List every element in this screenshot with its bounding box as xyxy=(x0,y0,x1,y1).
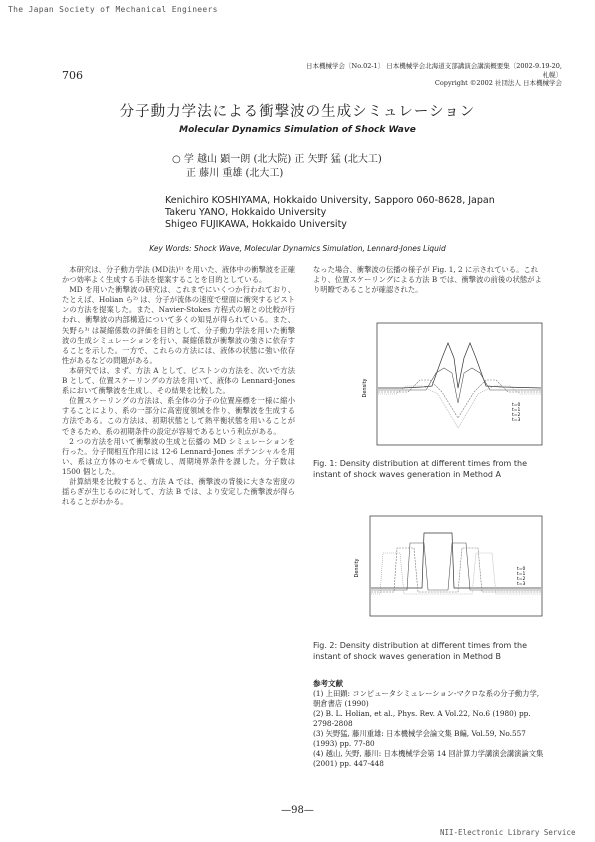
figure-1 xyxy=(362,318,547,458)
meeting-info xyxy=(300,62,562,88)
legend xyxy=(512,402,521,423)
title-japanese: 分子動力学法による衝撃波の生成シミュレーション xyxy=(119,104,476,120)
series-line xyxy=(371,533,541,588)
meeting-line-2: Copyright ©2002 社団法人 日本機械学会 xyxy=(434,79,562,87)
legend-label: t=2 xyxy=(517,577,526,582)
meeting-line-1: 日本機械学会〔No.02-1〕 日本機械学会北海道支部講演会講演概要集〔2002-9.19-20, 札幌〕 xyxy=(306,62,562,79)
legend-label: t=2 xyxy=(512,413,521,418)
figure-2-plot xyxy=(352,508,547,628)
figure-2 xyxy=(352,508,547,628)
paragraph: なった場合、衝撃波の伝播の様子が Fig. 1, 2 に示されている。これより、位置スケーリングによる方法 B では、衝撃波の前後の状態がより明瞭であることが確認された。 xyxy=(313,265,542,295)
reference-item: (1) 上田顕: コンピュータシミュレーション-マクロな系の分子動力学, 朝倉書店 (1990) xyxy=(313,689,540,708)
body-left-column xyxy=(62,265,295,507)
title-english: Molecular Dynamics Simulation of Shock Wave xyxy=(179,125,416,135)
figure-1-plot xyxy=(362,318,547,458)
series-line xyxy=(371,543,541,590)
figure-1-caption: Fig. 1: Density distribution at different times from the instant of shock waves generation in Method A xyxy=(313,459,527,479)
authors-line-1: ○ 学 越山 顕一朗 (北大院) 正 矢野 猛 (北大工) xyxy=(172,154,382,165)
authors-line-2: 正 藤川 重雄 (北大工) xyxy=(186,168,284,179)
affiliation-1: Kenichiro KOSHIYAMA, Hokkaido University, Sapporo 060-8628, Japan xyxy=(165,195,495,206)
legend-label: t=3 xyxy=(512,418,521,423)
page-number: 706 xyxy=(62,69,83,82)
legend-label: t=0 xyxy=(517,567,526,572)
reference-item: (4) 越山, 矢野, 藤川: 日本機械学会第 14 回計算力学講演会講演論文集 (2001) pp. 447-448 xyxy=(313,749,544,768)
reference-item: (2) B. L. Holian, et al., Phys. Rev. A Vol.22, No.6 (1980) pp. 2798-2808 xyxy=(313,709,531,728)
authors-japanese xyxy=(172,153,382,181)
figure-2-caption: Fig. 2: Density distribution at different times from the instant of shock waves generation in Method B xyxy=(313,641,527,661)
references xyxy=(313,678,545,769)
keywords: Key Words: Shock Wave, Molecular Dynamics Simulation, Lennard-Jones Liquid xyxy=(149,244,446,253)
paragraph: 本研究は、分子動力学法 (MD法)¹⁾ を用いた、液体中の衝撃波を正確かつ効率よく生成する手法を提案することを目的としている。 xyxy=(62,265,295,285)
y-axis-label: Density xyxy=(362,378,368,398)
affiliation-3: Shigeo FUJIKAWA, Hokkaido University xyxy=(165,219,347,230)
body-right-column xyxy=(313,265,543,295)
page-footer: —98— xyxy=(281,805,314,816)
legend-label: t=0 xyxy=(512,403,521,408)
y-axis-label: Density xyxy=(354,558,360,578)
legend-label: t=3 xyxy=(517,582,526,587)
reference-item: (3) 矢野猛, 藤川重雄: 日本機械学会論文集 B編, Vol.59, No.557 (1993) pp. 77-80 xyxy=(313,729,526,748)
plot-frame xyxy=(377,323,542,445)
paragraph: MD を用いた衝撃波の研究は、これまでにいくつか行われており、たとえば、Holian ら²⁾ は、分子が流体の速度で壁面に衝突するピストンの方法を提案した。また、Navier-Stokes 方程式の解との比較が行われ、衝撃波の内部構造について多くの知見が得られている。また、矢野ら³⁾ は凝縮係数の評価を目的として、分子動力学法を用いた衝撃波の生成シミュレーションを行い、凝縮係数が衝撃波の強さに依存することを示した。一方で、これらの方法には、液体の状態に強い依存性があるなどの問題がある。 xyxy=(62,285,295,365)
series-line xyxy=(371,548,541,592)
affiliation-2: Takeru YANO, Hokkaido University xyxy=(165,207,327,218)
nii-watermark: NII-Electronic Library Service xyxy=(440,828,576,837)
paragraph: 2 つの方法を用いて衝撃波の生成と伝播の MD シミュレーションを行った。分子間相互作用には 12-6 Lennard-Jones ポテンシャルを用い、系は立方体のセルで構成し、周期境界条件を課した。分子数は 1500 個とした。 xyxy=(62,436,295,476)
references-title: 参考文献 xyxy=(313,679,343,688)
series-line xyxy=(378,343,541,388)
society-header: The Japan Society of Mechanical Engineers xyxy=(8,5,218,14)
paragraph: 本研究では、まず、方法 A として、ピストンの方法を、次いで方法 B として、位置スケーリングの方法を用いて、液体の Lennard-Jones 系において衝撃波を生成し、その結果を比較した。 xyxy=(62,365,295,396)
paragraph: 計算結果を比較すると、方法 A では、衝撃波の背後に大きな密度の揺らぎが生じるのに対して、方法 B では、より安定した衝撃波が得られることがわかる。 xyxy=(62,476,295,507)
legend-label: t=1 xyxy=(512,408,521,413)
legend xyxy=(517,566,526,587)
paragraph: 位置スケーリングの方法は、系全体の分子の位置座標を一様に縮小することにより、系の一部分に高密度領域を作り、衝撃波を生成する方法である。この方法は、初期状態として熱平衡状態を用いることができるため、系の初期条件の設定が容易であるという利点がある。 xyxy=(62,396,295,436)
series-line xyxy=(378,368,541,403)
legend-label: t=1 xyxy=(517,572,526,577)
affiliations xyxy=(165,195,495,231)
